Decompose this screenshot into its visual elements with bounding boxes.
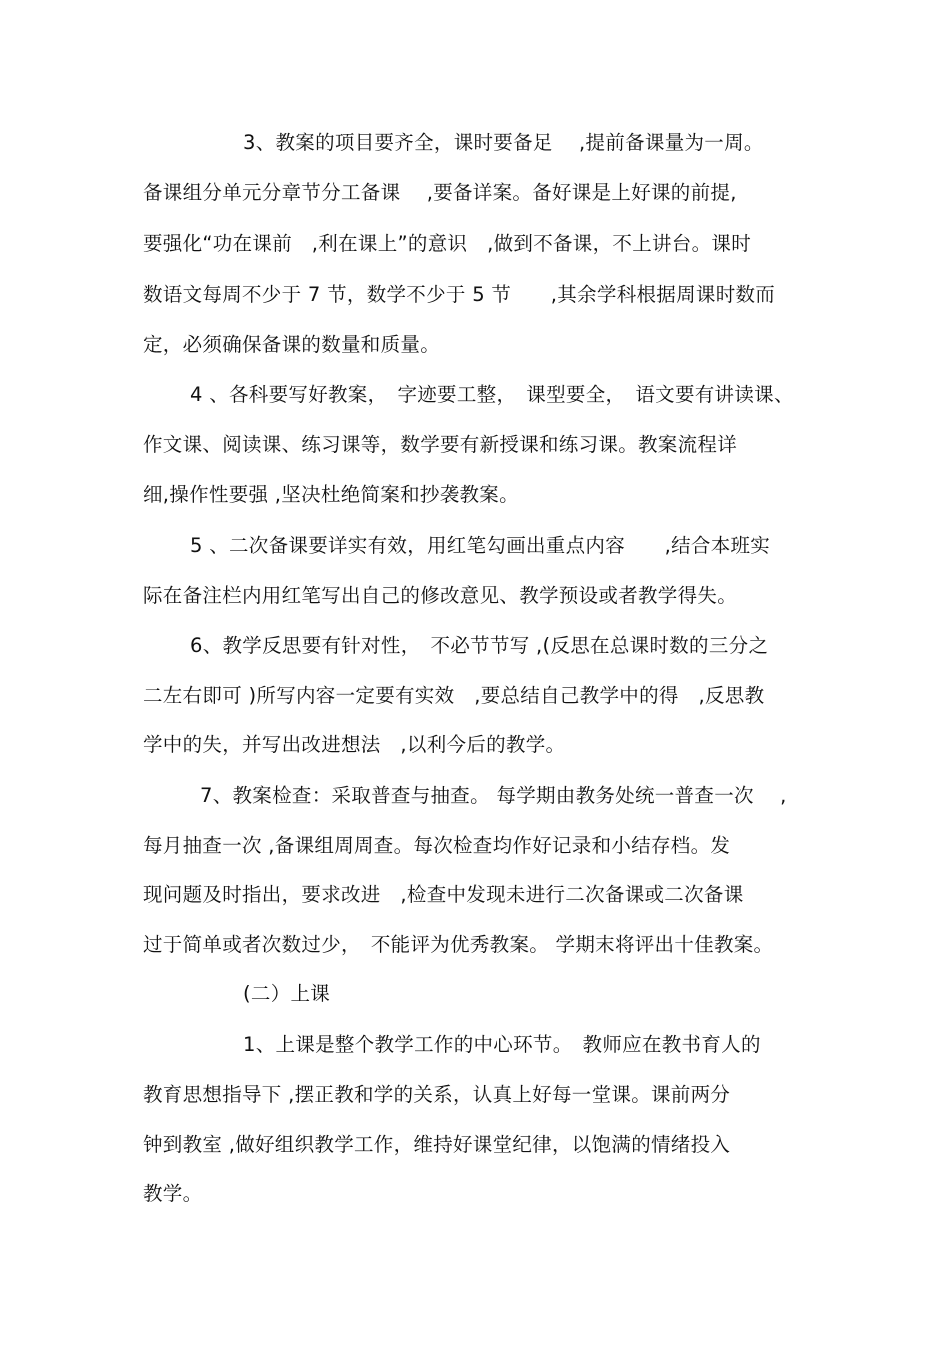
paragraph-line: 学中的失，并写出改进想法 ,以利今后的教学。 [143,733,566,756]
paragraph-line: 数语文每周不少于 7 节，数学不少于 5 节 ,其余学科根据周课时数而 [143,283,776,306]
paragraph-line: 5 、二次备课要详实有效，用红笔勾画出重点内容 ,结合本班实 [190,534,771,557]
paragraph-line: 细,操作性要强 ,坚决杜绝简案和抄袭教案。 [143,483,519,506]
paragraph-line: 3、教案的项目要齐全，课时要备足 ,提前备课量为一周。 [243,131,764,154]
paragraph-line: 备课组分单元分章节分工备课 ,要备详案。备好课是上好课的前提, [143,181,737,204]
paragraph-line: 际在备注栏内用红笔写出自己的修改意见、教学预设或者教学得失。 [143,584,738,607]
paragraph-line: 要强化“功在课前 ,利在课上”的意识 ,做到不备课，不上讲台。课时 [143,232,752,255]
paragraph-line: 定，必须确保备课的数量和质量。 [143,333,441,356]
paragraph-line: 过于简单或者次数过少， 不能评为优秀教案。 学期末将评出十佳教案。 [143,933,774,956]
paragraph-line: 教育思想指导下 ,摆正教和学的关系，认真上好每一堂课。课前两分 [143,1083,731,1106]
paragraph-line: 钟到教室 ,做好组织教学工作，维持好课堂纪律，以饱满的情绪投入 [143,1133,731,1156]
paragraph-line: 7、教案检查：采取普查与抽查。 每学期由教务处统一普查一次 , [200,784,787,807]
section-heading: (二）上课 [243,982,331,1005]
paragraph-line: 6、教学反思要有针对性， 不必节节写 ,(反思在总课时数的三分之 [190,634,769,657]
paragraph-line: 每月抽查一次 ,备课组周周查。每次检查均作好记录和小结存档。发 [143,834,731,857]
paragraph-line: 教学。 [143,1182,203,1205]
paragraph-line: 4 、各科要写好教案， 字迹要工整， 课型要全， 语文要有讲读课、 [190,383,794,406]
paragraph-line: 1、上课是整个教学工作的中心环节。 教师应在教书育人的 [243,1033,761,1056]
paragraph-line: 二左右即可 )所写内容一定要有实效 ,要总结自己教学中的得 ,反思教 [143,684,765,707]
paragraph-line: 作文课、阅读课、练习课等，数学要有新授课和练习课。教案流程详 [143,433,738,456]
paragraph-line: 现问题及时指出，要求改进 ,检查中发现未进行二次备课或二次备课 [143,883,744,906]
